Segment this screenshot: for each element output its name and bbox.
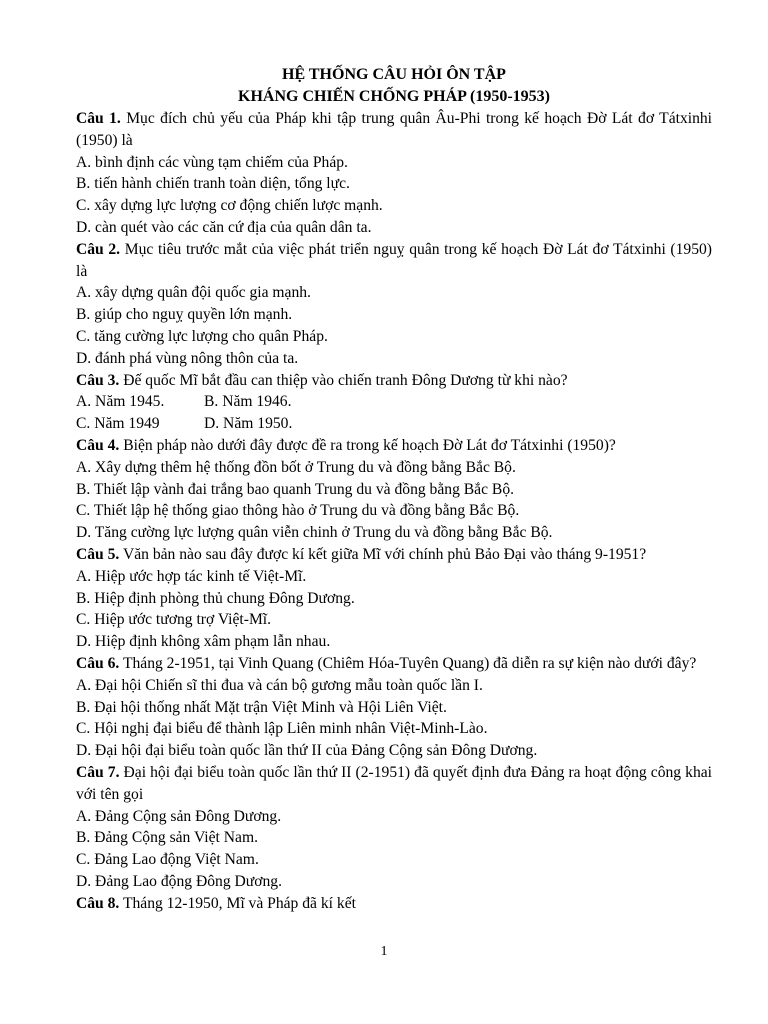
question-6-option-b: B. Đại hội thống nhất Mặt trận Việt Minh và Hội Liên Việt.: [76, 698, 447, 716]
question-1: [76, 108, 712, 239]
question-3-option-a: A. Năm 1945.: [76, 393, 165, 411]
question-3-number: Câu 3.: [76, 371, 120, 389]
question-5: [76, 544, 712, 653]
question-2-stem: [76, 239, 712, 283]
question-6-number: Câu 6.: [76, 654, 120, 672]
question-2-text: Mục tiêu trước mắt của việc phát triển nguỵ quân trong kế hoạch Đờ Lát đơ Tátxinhi (1950) là: [76, 240, 712, 280]
question-3-options-row-2: [76, 413, 712, 435]
question-2-option-c: C. tăng cường lực lượng cho quân Pháp.: [76, 327, 328, 345]
question-6-option-a: A. Đại hội Chiến sĩ thi đua và cán bộ gương mẫu toàn quốc lần I.: [76, 676, 483, 694]
question-list: [76, 108, 712, 914]
question-4-stem: [76, 435, 712, 457]
question-3-option-c: C. Năm 1949: [76, 415, 160, 433]
question-5-option-d: D. Hiệp định không xâm phạm lẫn nhau.: [76, 633, 331, 651]
question-4-option-a: A. Xây dựng thêm hệ thống đồn bốt ở Trung du và đồng bằng Bắc Bộ.: [76, 458, 516, 476]
question-2-number: Câu 2.: [76, 240, 121, 258]
question-1-stem: [76, 108, 712, 152]
question-3-stem: [76, 370, 712, 392]
question-5-number: Câu 5.: [76, 545, 120, 563]
question-7-option-b: B. Đảng Cộng sản Việt Nam.: [76, 829, 258, 847]
question-5-stem: [76, 544, 712, 566]
question-4: [76, 435, 712, 544]
question-3-option-b: B. Năm 1946.: [204, 393, 292, 411]
question-3-options-row-1: [76, 391, 712, 413]
question-3-text: Đế quốc Mĩ bắt đầu can thiệp vào chiến tranh Đông Dương từ khi nào?: [119, 371, 568, 389]
question-5-text: Văn bản nào sau đây được kí kết giữa Mĩ với chính phủ Bảo Đại vào tháng 9-1951?: [119, 545, 647, 563]
question-1-option-d: D. càn quét vào các căn cứ địa của quân dân ta.: [76, 218, 372, 236]
question-5-option-a: A. Hiệp ước hợp tác kinh tế Việt-Mĩ.: [76, 567, 307, 585]
question-1-option-c: C. xây dựng lực lượng cơ động chiến lược mạnh.: [76, 197, 383, 215]
question-6-stem: [76, 653, 712, 675]
question-8-number: Câu 8.: [76, 894, 120, 912]
question-2-option-a: A. xây dựng quân đội quốc gia mạnh.: [76, 284, 311, 302]
question-8-stem: [76, 893, 712, 915]
question-4-option-d: D. Tăng cường lực lượng quân viễn chinh ở Trung du và đồng bằng Bắc Bộ.: [76, 524, 553, 542]
page-number: 1: [380, 944, 388, 959]
question-1-option-b: B. tiến hành chiến tranh toàn diện, tổng lực.: [76, 175, 350, 193]
question-4-number: Câu 4.: [76, 436, 120, 454]
question-4-option-c: C. Thiết lập hệ thống giao thông hào ở Trung du và đồng bằng Bắc Bộ.: [76, 502, 520, 520]
question-1-option-a: A. bình định các vùng tạm chiếm của Pháp.: [76, 153, 348, 171]
question-4-option-b: B. Thiết lập vành đai trắng bao quanh Trung du và đồng bằng Bắc Bộ.: [76, 480, 515, 498]
question-4-text: Biện pháp nào dưới đây được đề ra trong kế hoạch Đờ Lát đơ Tátxinhi (1950)?: [119, 436, 616, 454]
question-5-option-b: B. Hiệp định phòng thủ chung Đông Dương.: [76, 589, 355, 607]
question-7-number: Câu 7.: [76, 763, 120, 781]
question-7-stem: [76, 762, 712, 806]
question-6: [76, 653, 712, 762]
question-6-text: Tháng 2-1951, tại Vinh Quang (Chiêm Hóa-Tuyên Quang) đã diễn ra sự kiện nào dưới đây?: [119, 654, 697, 672]
question-7-option-c: C. Đảng Lao động Việt Nam.: [76, 851, 259, 869]
question-1-text: Mục đích chủ yếu của Pháp khi tập trung quân Âu-Phi trong kế hoạch Đờ Lát đơ Tátxinhi (1950) là: [76, 110, 712, 149]
question-7: [76, 762, 712, 893]
question-7-option-d: D. Đảng Lao động Đông Dương.: [76, 872, 282, 890]
question-5-option-c: C. Hiệp ước tương trợ Việt-Mĩ.: [76, 611, 272, 629]
question-2-option-d: D. đánh phá vùng nông thôn của ta.: [76, 349, 299, 367]
question-1-number: Câu 1.: [76, 110, 121, 127]
title-line-2: KHÁNG CHIẾN CHỐNG PHÁP (1950-1953): [238, 88, 550, 105]
question-2-option-b: B. giúp cho nguỵ quyền lớn mạnh.: [76, 306, 293, 324]
question-7-option-a: A. Đảng Cộng sản Đông Dương.: [76, 807, 282, 825]
question-8-text: Tháng 12-1950, Mĩ và Pháp đã kí kết: [119, 894, 356, 912]
question-6-option-d: D. Đại hội đại biểu toàn quốc lần thứ II của Đảng Cộng sản Đông Dương.: [76, 742, 538, 760]
question-7-text: Đại hội đại biểu toàn quốc lần thứ II (2-1951) đã quyết định đưa Đảng ra hoạt động công khai với tên gọi: [76, 763, 712, 803]
question-8: [76, 893, 712, 915]
question-3-option-d: D. Năm 1950.: [204, 415, 293, 433]
title-line-1: HỆ THỐNG CÂU HỎI ÔN TẬP: [282, 66, 506, 83]
question-3: [76, 370, 712, 435]
question-2: [76, 239, 712, 370]
document-title: [76, 64, 712, 108]
question-6-option-c: C. Hội nghị đại biểu để thành lập Liên minh nhân Việt-Minh-Lào.: [76, 720, 488, 738]
